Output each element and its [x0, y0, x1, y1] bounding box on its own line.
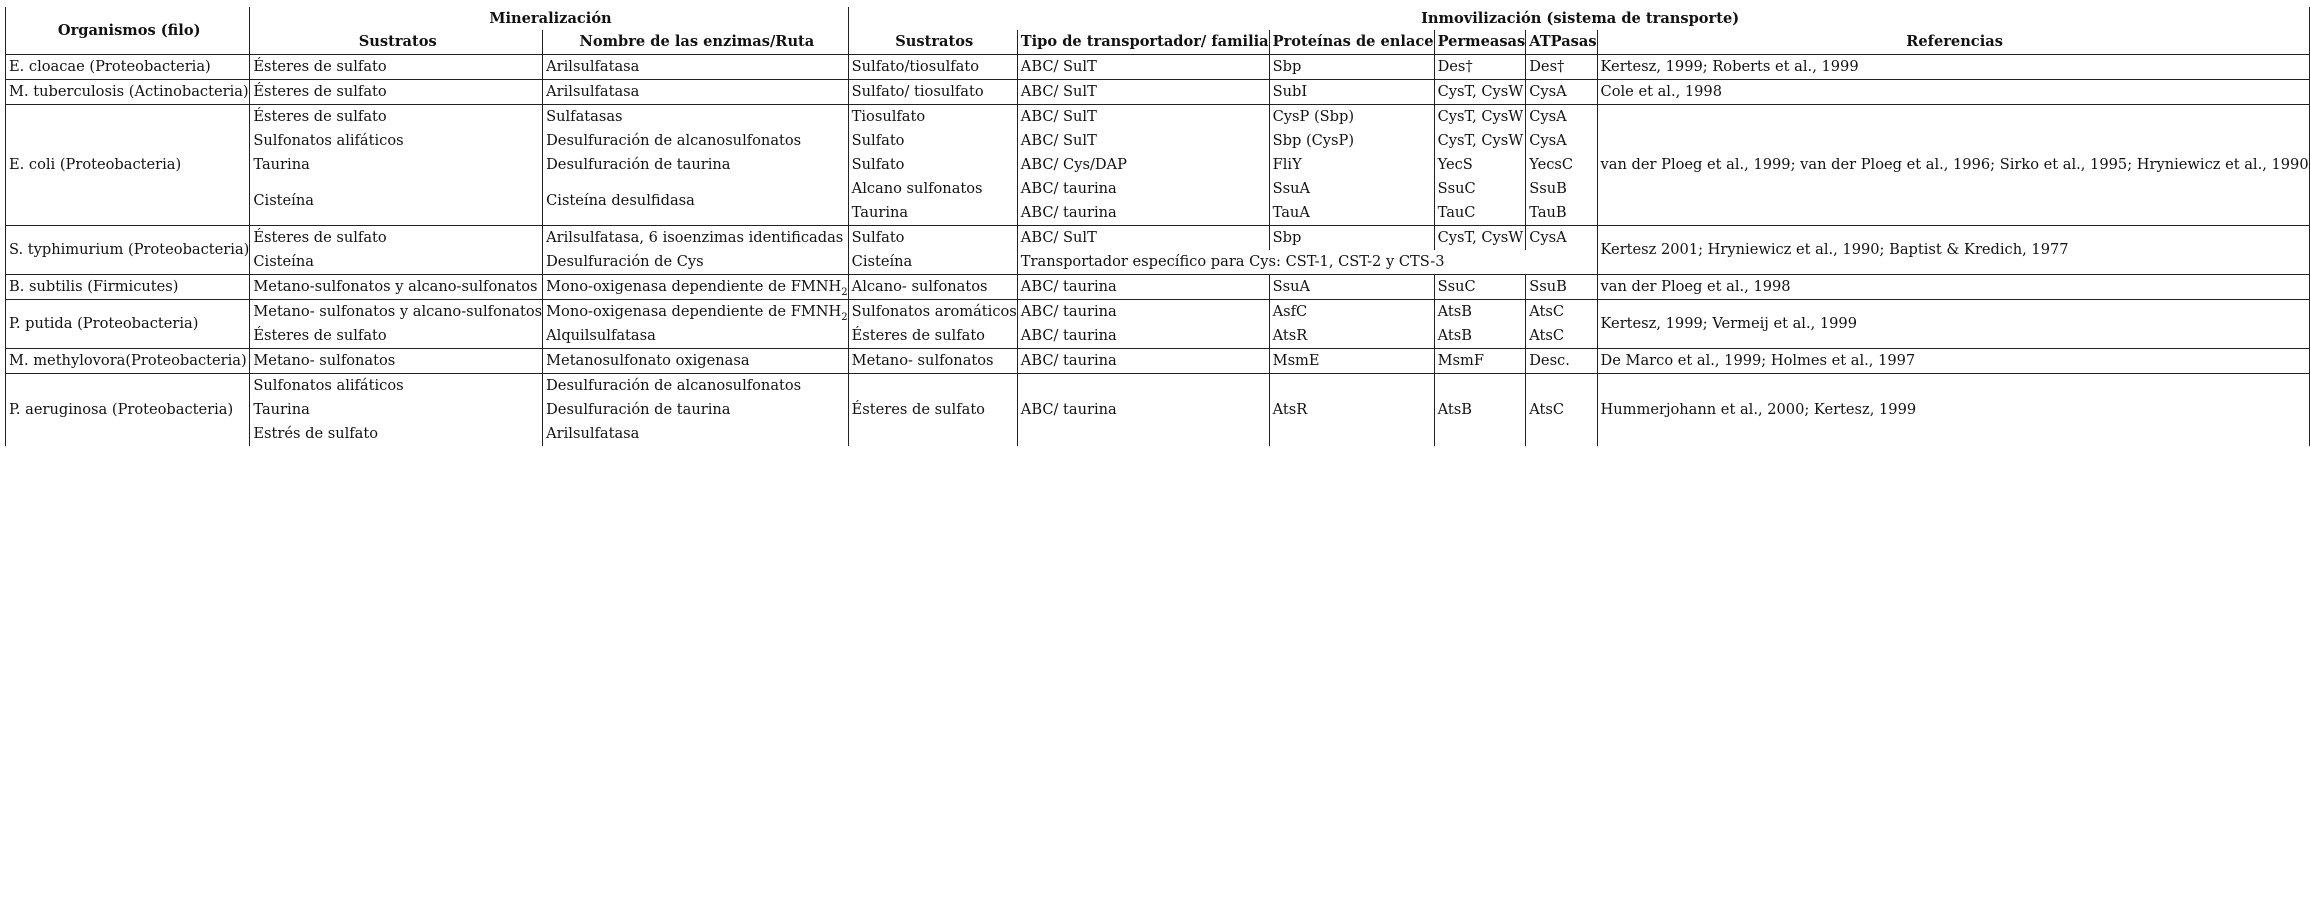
enzyme-cell [543, 300, 849, 325]
reference-cell: Cole et al., 1998 [1597, 80, 2309, 105]
substrate-cell: Metano- sulfonatos [250, 349, 543, 374]
organism-cell: M. tuberculosis (Actinobacteria) [6, 80, 250, 105]
atpase-cell: Desc. [1526, 349, 1597, 374]
transporter-type-cell: ABC/ Cys/DAP [1017, 153, 1269, 177]
atpase-cell: CysA [1526, 129, 1597, 153]
permease-cell: YecS [1434, 153, 1526, 177]
binding-protein-cell: Sbp [1269, 226, 1434, 251]
substrate-cell: Taurina [250, 398, 543, 422]
reference-cell: Kertesz, 1999; Roberts et al., 1999 [1597, 55, 2309, 80]
binding-protein-cell: CysP (Sbp) [1269, 105, 1434, 130]
header-sustratos-inm: Sustratos [848, 30, 1017, 55]
substrate-cell: Metano- sulfonatos y alcano-sulfonatos [250, 300, 543, 325]
transporter-type-cell: ABC/ SulT [1017, 105, 1269, 130]
permease-cell: SsuC [1434, 177, 1526, 201]
enzyme-cell: Desulfuración de alcanosulfonatos [543, 374, 849, 399]
substrate-cell: Ésteres de sulfato [250, 55, 543, 80]
binding-protein-cell: SsuA [1269, 177, 1434, 201]
substrate-cell: Ésteres de sulfato [250, 226, 543, 251]
atpase-cell: AtsC [1526, 300, 1597, 325]
reference-cell: Kertesz 2001; Hryniewicz et al., 1990; Baptist & Kredich, 1977 [1597, 226, 2309, 275]
atpase-cell: SsuB [1526, 275, 1597, 300]
organism-cell: B. subtilis (Firmicutes) [6, 275, 250, 300]
substrate-cell: Sulfonatos alifáticos [250, 129, 543, 153]
atpase-cell: CysA [1526, 80, 1597, 105]
transporter-type-cell: ABC/ taurina [1017, 300, 1269, 325]
transport-substrate-cell: Sulfato/tiosulfato [848, 55, 1017, 80]
atpase-cell: AtsC [1526, 374, 1597, 447]
enzyme-cell [543, 275, 849, 300]
table-row [6, 80, 2310, 105]
reference-cell: De Marco et al., 1999; Holmes et al., 1997 [1597, 349, 2309, 374]
header-sustratos-min: Sustratos [250, 30, 543, 55]
substrate-cell: Cisteína [250, 177, 543, 226]
atpase-cell: Des† [1526, 55, 1597, 80]
enzyme-subscript: 2 [841, 286, 848, 298]
permease-cell: AtsB [1434, 374, 1526, 447]
transport-substrate-cell: Ésteres de sulfato [848, 324, 1017, 349]
header-organismos: Organismos (filo) [6, 7, 250, 55]
permease-cell: AtsB [1434, 300, 1526, 325]
substrate-cell: Cisteína [250, 250, 543, 275]
enzyme-cell: Metanosulfonato oxigenasa [543, 349, 849, 374]
enzyme-cell: Arilsulfatasa [543, 55, 849, 80]
transporter-type-cell: ABC/ SulT [1017, 55, 1269, 80]
permease-cell: Des† [1434, 55, 1526, 80]
organism-cell: E. coli (Proteobacteria) [6, 105, 250, 226]
binding-protein-cell: SsuA [1269, 275, 1434, 300]
header-enzimas: Nombre de las enzimas/Ruta [543, 30, 849, 55]
table-row [6, 55, 2310, 80]
permease-cell: SsuC [1434, 275, 1526, 300]
header-referencias: Referencias [1597, 30, 2309, 55]
table-row [6, 349, 2310, 374]
table-row [6, 374, 2310, 399]
organism-cell: M. methylovora(Proteobacteria) [6, 349, 250, 374]
binding-protein-cell: AtsR [1269, 374, 1434, 447]
transporter-note-cell: Transportador específico para Cys: CST-1, CST-2 y CTS-3 [1017, 250, 1597, 275]
transporter-type-cell: ABC/ taurina [1017, 201, 1269, 226]
binding-protein-cell: AsfC [1269, 300, 1434, 325]
reference-cell: van der Ploeg et al., 1998 [1597, 275, 2309, 300]
enzyme-cell: Sulfatasas [543, 105, 849, 130]
substrate-cell: Ésteres de sulfato [250, 105, 543, 130]
enzyme-cell: Cisteína desulfidasa [543, 177, 849, 226]
substrate-cell: Taurina [250, 153, 543, 177]
transport-substrate-cell: Sulfonatos aromáticos [848, 300, 1017, 325]
header-inmovilizacion: Inmovilización (sistema de transporte) [848, 7, 2309, 30]
transport-substrate-cell: Alcano- sulfonatos [848, 275, 1017, 300]
organism-cell: S. typhimurium (Proteobacteria) [6, 226, 250, 275]
transport-substrate-cell: Sulfato [848, 129, 1017, 153]
transport-substrate-cell: Cisteína [848, 250, 1017, 275]
header-mineralizacion: Mineralización [250, 7, 848, 30]
permease-cell: MsmF [1434, 349, 1526, 374]
transporter-type-cell: ABC/ taurina [1017, 349, 1269, 374]
transport-table [5, 7, 2310, 446]
binding-protein-cell: SubI [1269, 80, 1434, 105]
header-proteinas: Proteínas de enlace [1269, 30, 1434, 55]
enzyme-cell: Arilsulfatasa [543, 422, 849, 446]
permease-cell: CysT, CysW [1434, 129, 1526, 153]
header-tipo: Tipo de transportador/ familia [1017, 30, 1269, 55]
enzyme-cell: Alquilsulfatasa [543, 324, 849, 349]
substrate-cell: Ésteres de sulfato [250, 324, 543, 349]
permease-cell: CysT, CysW [1434, 105, 1526, 130]
transport-substrate-cell: Metano- sulfonatos [848, 349, 1017, 374]
binding-protein-cell: AtsR [1269, 324, 1434, 349]
atpase-cell: CysA [1526, 105, 1597, 130]
transporter-type-cell: ABC/ taurina [1017, 177, 1269, 201]
permease-cell: AtsB [1434, 324, 1526, 349]
reference-cell: Hummerjohann et al., 2000; Kertesz, 1999 [1597, 374, 2309, 447]
reference-cell: Kertesz, 1999; Vermeij et al., 1999 [1597, 300, 2309, 349]
transport-substrate-cell: Sulfato [848, 153, 1017, 177]
substrate-cell: Sulfonatos alifáticos [250, 374, 543, 399]
atpase-cell: AtsC [1526, 324, 1597, 349]
transport-substrate-cell: Ésteres de sulfato [848, 374, 1017, 447]
permease-cell: CysT, CysW [1434, 80, 1526, 105]
atpase-cell: SsuB [1526, 177, 1597, 201]
transport-substrate-cell: Tiosulfato [848, 105, 1017, 130]
header-permeasas: Permeasas [1434, 30, 1526, 55]
table-row [6, 275, 2310, 300]
header-atpasas: ATPasas [1526, 30, 1597, 55]
table-row [6, 105, 2310, 130]
permease-cell: TauC [1434, 201, 1526, 226]
transporter-type-cell: ABC/ SulT [1017, 80, 1269, 105]
transporter-type-cell: ABC/ SulT [1017, 129, 1269, 153]
binding-protein-cell: FliY [1269, 153, 1434, 177]
atpase-cell: CysA [1526, 226, 1597, 251]
transporter-type-cell: ABC/ SulT [1017, 226, 1269, 251]
organism-cell: P. aeruginosa (Proteobacteria) [6, 374, 250, 447]
binding-protein-cell: TauA [1269, 201, 1434, 226]
table-row [6, 300, 2310, 325]
enzyme-cell: Desulfuración de Cys [543, 250, 849, 275]
enzyme-subscript: 2 [841, 311, 848, 323]
transport-substrate-cell: Sulfato/ tiosulfato [848, 80, 1017, 105]
binding-protein-cell: MsmE [1269, 349, 1434, 374]
table-row [6, 226, 2310, 251]
substrate-cell: Estrés de sulfato [250, 422, 543, 446]
transporter-type-cell: ABC/ taurina [1017, 324, 1269, 349]
transport-substrate-cell: Alcano sulfonatos [848, 177, 1017, 201]
transport-substrate-cell: Taurina [848, 201, 1017, 226]
enzyme-cell: Arilsulfatasa, 6 isoenzimas identificadas [543, 226, 849, 251]
binding-protein-cell: Sbp [1269, 55, 1434, 80]
permease-cell: CysT, CysW [1434, 226, 1526, 251]
organism-cell: E. cloacae (Proteobacteria) [6, 55, 250, 80]
transporter-type-cell: ABC/ taurina [1017, 275, 1269, 300]
enzyme-cell: Arilsulfatasa [543, 80, 849, 105]
enzyme-text: Mono-oxigenasa dependiente de FMNH [546, 278, 842, 295]
enzyme-cell: Desulfuración de alcanosulfonatos [543, 129, 849, 153]
enzyme-cell: Desulfuración de taurina [543, 398, 849, 422]
binding-protein-cell: Sbp (CysP) [1269, 129, 1434, 153]
substrate-cell: Ésteres de sulfato [250, 80, 543, 105]
transport-substrate-cell: Sulfato [848, 226, 1017, 251]
substrate-cell: Metano-sulfonatos y alcano-sulfonatos [250, 275, 543, 300]
enzyme-cell: Desulfuración de taurina [543, 153, 849, 177]
transporter-type-cell: ABC/ taurina [1017, 374, 1269, 447]
organism-cell: P. putida (Proteobacteria) [6, 300, 250, 349]
atpase-cell: TauB [1526, 201, 1597, 226]
enzyme-text: Mono-oxigenasa dependiente de FMNH [546, 303, 842, 320]
reference-cell: van der Ploeg et al., 1999; van der Ploeg et al., 1996; Sirko et al., 1995; Hryniewicz et al., 1990 [1597, 105, 2309, 226]
atpase-cell: YecsC [1526, 153, 1597, 177]
